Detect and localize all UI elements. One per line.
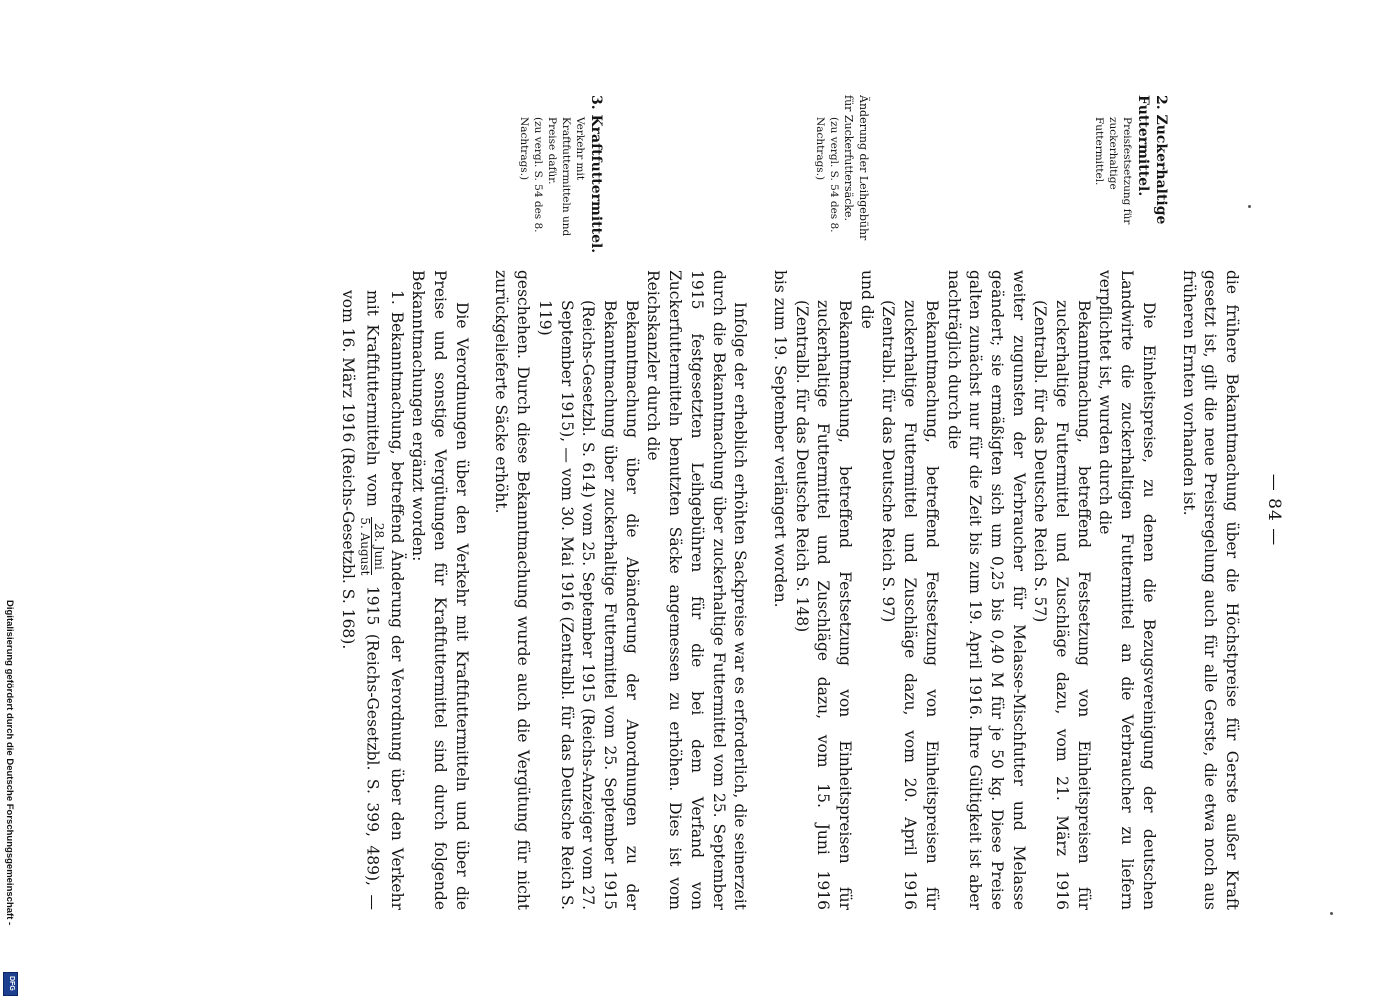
s2-quote-2: Bekanntmachung, betreffend Festsetzung von Einheitspreisen für zuckerhaltige Futtermittel und Zuschläge dazu, vom 20. April 1916 (Zentralbl. für das Deutsche Reich S. 97) (879, 300, 941, 910)
sack-side-reference: (zu vergl. S. 54 des 8. Nachtrags.) (814, 117, 840, 233)
scan-speck (1248, 205, 1251, 208)
sack-paragraph-2: geschehen. Durch diese Bekanntmachung wurde auch die Vergütung für nicht zurückgelieferte Säcke erhöht. (492, 270, 533, 910)
s2-quote-3: Bekanntmachung, betreffend Festsetzung von Einheitspreisen für zuckerhaltige Futtermittel und Zuschläge dazu, vom 15. Juni 1916 (Zentralbl. für das Deutsche Reich S. 148) (792, 300, 855, 910)
sack-margin-note (813, 95, 870, 255)
s2-paragraph-1: Die Einheitspreise, zu denen die Bezugsvereinigung der deutschen Landwirte die zuckerhaltigen Futtermittel an die Verbraucher zu liefern verpflichtet ist, wurden durch die (1096, 270, 1158, 910)
sack-side-note: Änderung der Leihgebühr für Zuckerfuttersäcke. (842, 95, 870, 241)
s3-item1-text-b: 1915 (Reichs-Gesetzbl. S. 399, 489), — vom 16. März 1916 (Reichs-Gesetzbl. S. 168). (338, 290, 382, 910)
page-content-rotated (190, 80, 1290, 940)
s2-paragraph-2: weiter zugunsten der Verbraucher für Melasse-Mischfutter und Melasse geändert; sie ermäßigten sich um 0,25 bis 0,40 M für je 50 kg. Diese Preise galten zunächst nur für die Zeit bis zum 19. April 1916. Ihre Gültigkeit ist aber nachträglich durch die (944, 270, 1028, 910)
s3-margin-note (517, 95, 605, 255)
digitization-credit: Digitalisierung gefördert durch die Deutsche Forschungsgemeinschaft - (4, 600, 15, 926)
s2-paragraph-3: bis zum 19. September verlängert worden. (770, 270, 789, 608)
s3-paragraph-1: Die Verordnungen über den Verkehr mit Kraftfuttermitteln und über die Preise und sonstige Vergütungen für Kraftfuttermittel sind durch folgende Bekanntmachungen ergänzt worden: (409, 270, 471, 910)
sack-quote: Bekanntmachung über die Abänderung der Anordnungen zu der Bekanntmachung über zuckerhaltige Futtermittel vom 25. September 1915 (Reichs-Gesetzbl. S. 614) vom 25. September 1915 (Reichs-Anzeiger vom 27. September 1915), — vom 30. Mai 1916 (Zentralbl. für das Deutsche Reich S. 119) (535, 300, 641, 910)
date-fraction-numerator: 28. Juni (371, 517, 385, 575)
s2-margin-note (1092, 95, 1170, 255)
intro-paragraph: die frühere Bekanntmachung über die Höchstpreise für Gerste außer Kraft gesetzt ist, gilt die neue Preisregelung auch für alle Gerste, die etwa noch aus früheren Ernten vorhanden ist. (1179, 270, 1241, 910)
date-fraction (358, 517, 385, 575)
page-number: — 84 — (1264, 473, 1284, 547)
date-fraction-denominator: 5. August (357, 517, 372, 576)
s2-quote-1: Bekanntmachung, betreffend Festsetzung von Einheitspreisen für zuckerhaltige Futtermittel und Zuschläge dazu, vom 21. März 1916 (Zentralbl. für das Deutsche Reich S. 57) (1031, 300, 1093, 910)
s2-and: und die (857, 270, 876, 329)
s3-item1-text-a: 1. Bekanntmachung, betreffend Änderung der Verordnung über den Verkehr mit Kraftfuttermitteln vom (363, 290, 406, 910)
s2-side-note: Preisfestsetzung für zuckerhaltige Futtermittel. (1093, 117, 1133, 225)
scan-speck (1330, 912, 1333, 915)
sack-paragraph-1: Infolge der erheblich erhöhten Sackpreise war es erforderlich, die seinerzeit durch die Bekanntmachung über zuckerhaltige Futtermittel vom 25. September 1915 festgesetzten Leihgebühren für die bei dem Verfand von Zuckerfuttermitteln benutzten Säcke angemessen zu erhöhen. Dies ist vom Reichskanzler durch die (644, 270, 750, 910)
s3-side-reference: (zu vergl. S. 54 des 8. Nachtrags.) (518, 117, 544, 233)
s2-heading: 2. Zuckerhaltige Futtermittel. (1135, 95, 1169, 225)
dfg-logo: DFG (3, 972, 18, 996)
s3-list-item-1 (336, 270, 406, 910)
digitization-footer (2, 600, 18, 995)
s3-heading: 3. Kraftfuttermittel. (588, 95, 604, 254)
scanned-page (190, 80, 1290, 940)
s3-side-note: Verkehr mit Kraftfuttermitteln und Preise dafür. (546, 117, 586, 237)
main-text-column (336, 270, 1242, 910)
